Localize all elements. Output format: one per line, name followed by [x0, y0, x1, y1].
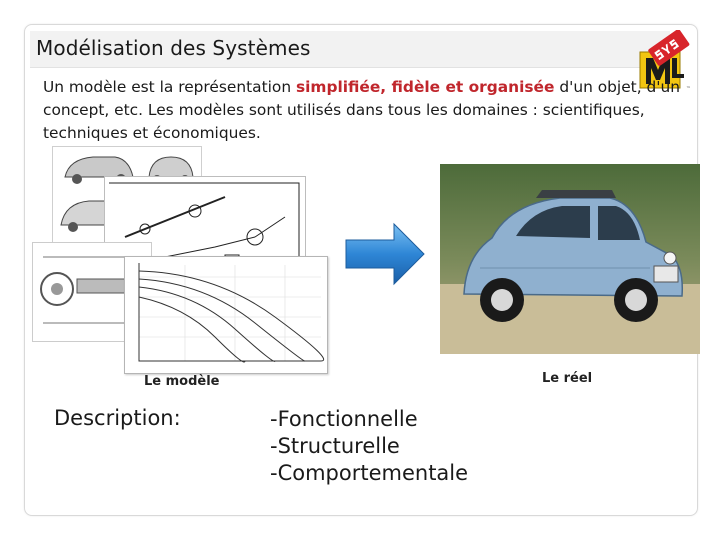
intro-text-start: Un modèle est la représentation — [43, 78, 296, 96]
intro-paragraph — [43, 76, 683, 145]
arrow-right-icon — [344, 222, 426, 286]
performance-graph-sheet — [124, 256, 328, 374]
slide-title: Modélisation des Systèmes — [36, 36, 311, 60]
description-list — [270, 406, 468, 487]
intro-highlight: simplifiée, fidèle et organisée — [295, 78, 555, 96]
model-caption: Le modèle — [144, 374, 220, 389]
description-item-functional: -Fonctionnelle — [270, 407, 418, 431]
intro-text-end: d'un objet, d'un concept, etc. Les modèles sont utilisés dans tous les domaines : scientifiques, techniques et économiques. — [43, 78, 681, 142]
performance-graph-drawing — [125, 257, 327, 373]
svg-text:™: ™ — [686, 86, 691, 92]
model-drawings — [30, 146, 330, 396]
description-label: Description: — [54, 406, 181, 430]
description-item-behavioral: -Comportementale — [270, 461, 469, 485]
real-car-photo — [440, 164, 700, 354]
description-item-structural: -Structurelle — [270, 434, 400, 458]
real-caption: Le réel — [542, 371, 593, 386]
